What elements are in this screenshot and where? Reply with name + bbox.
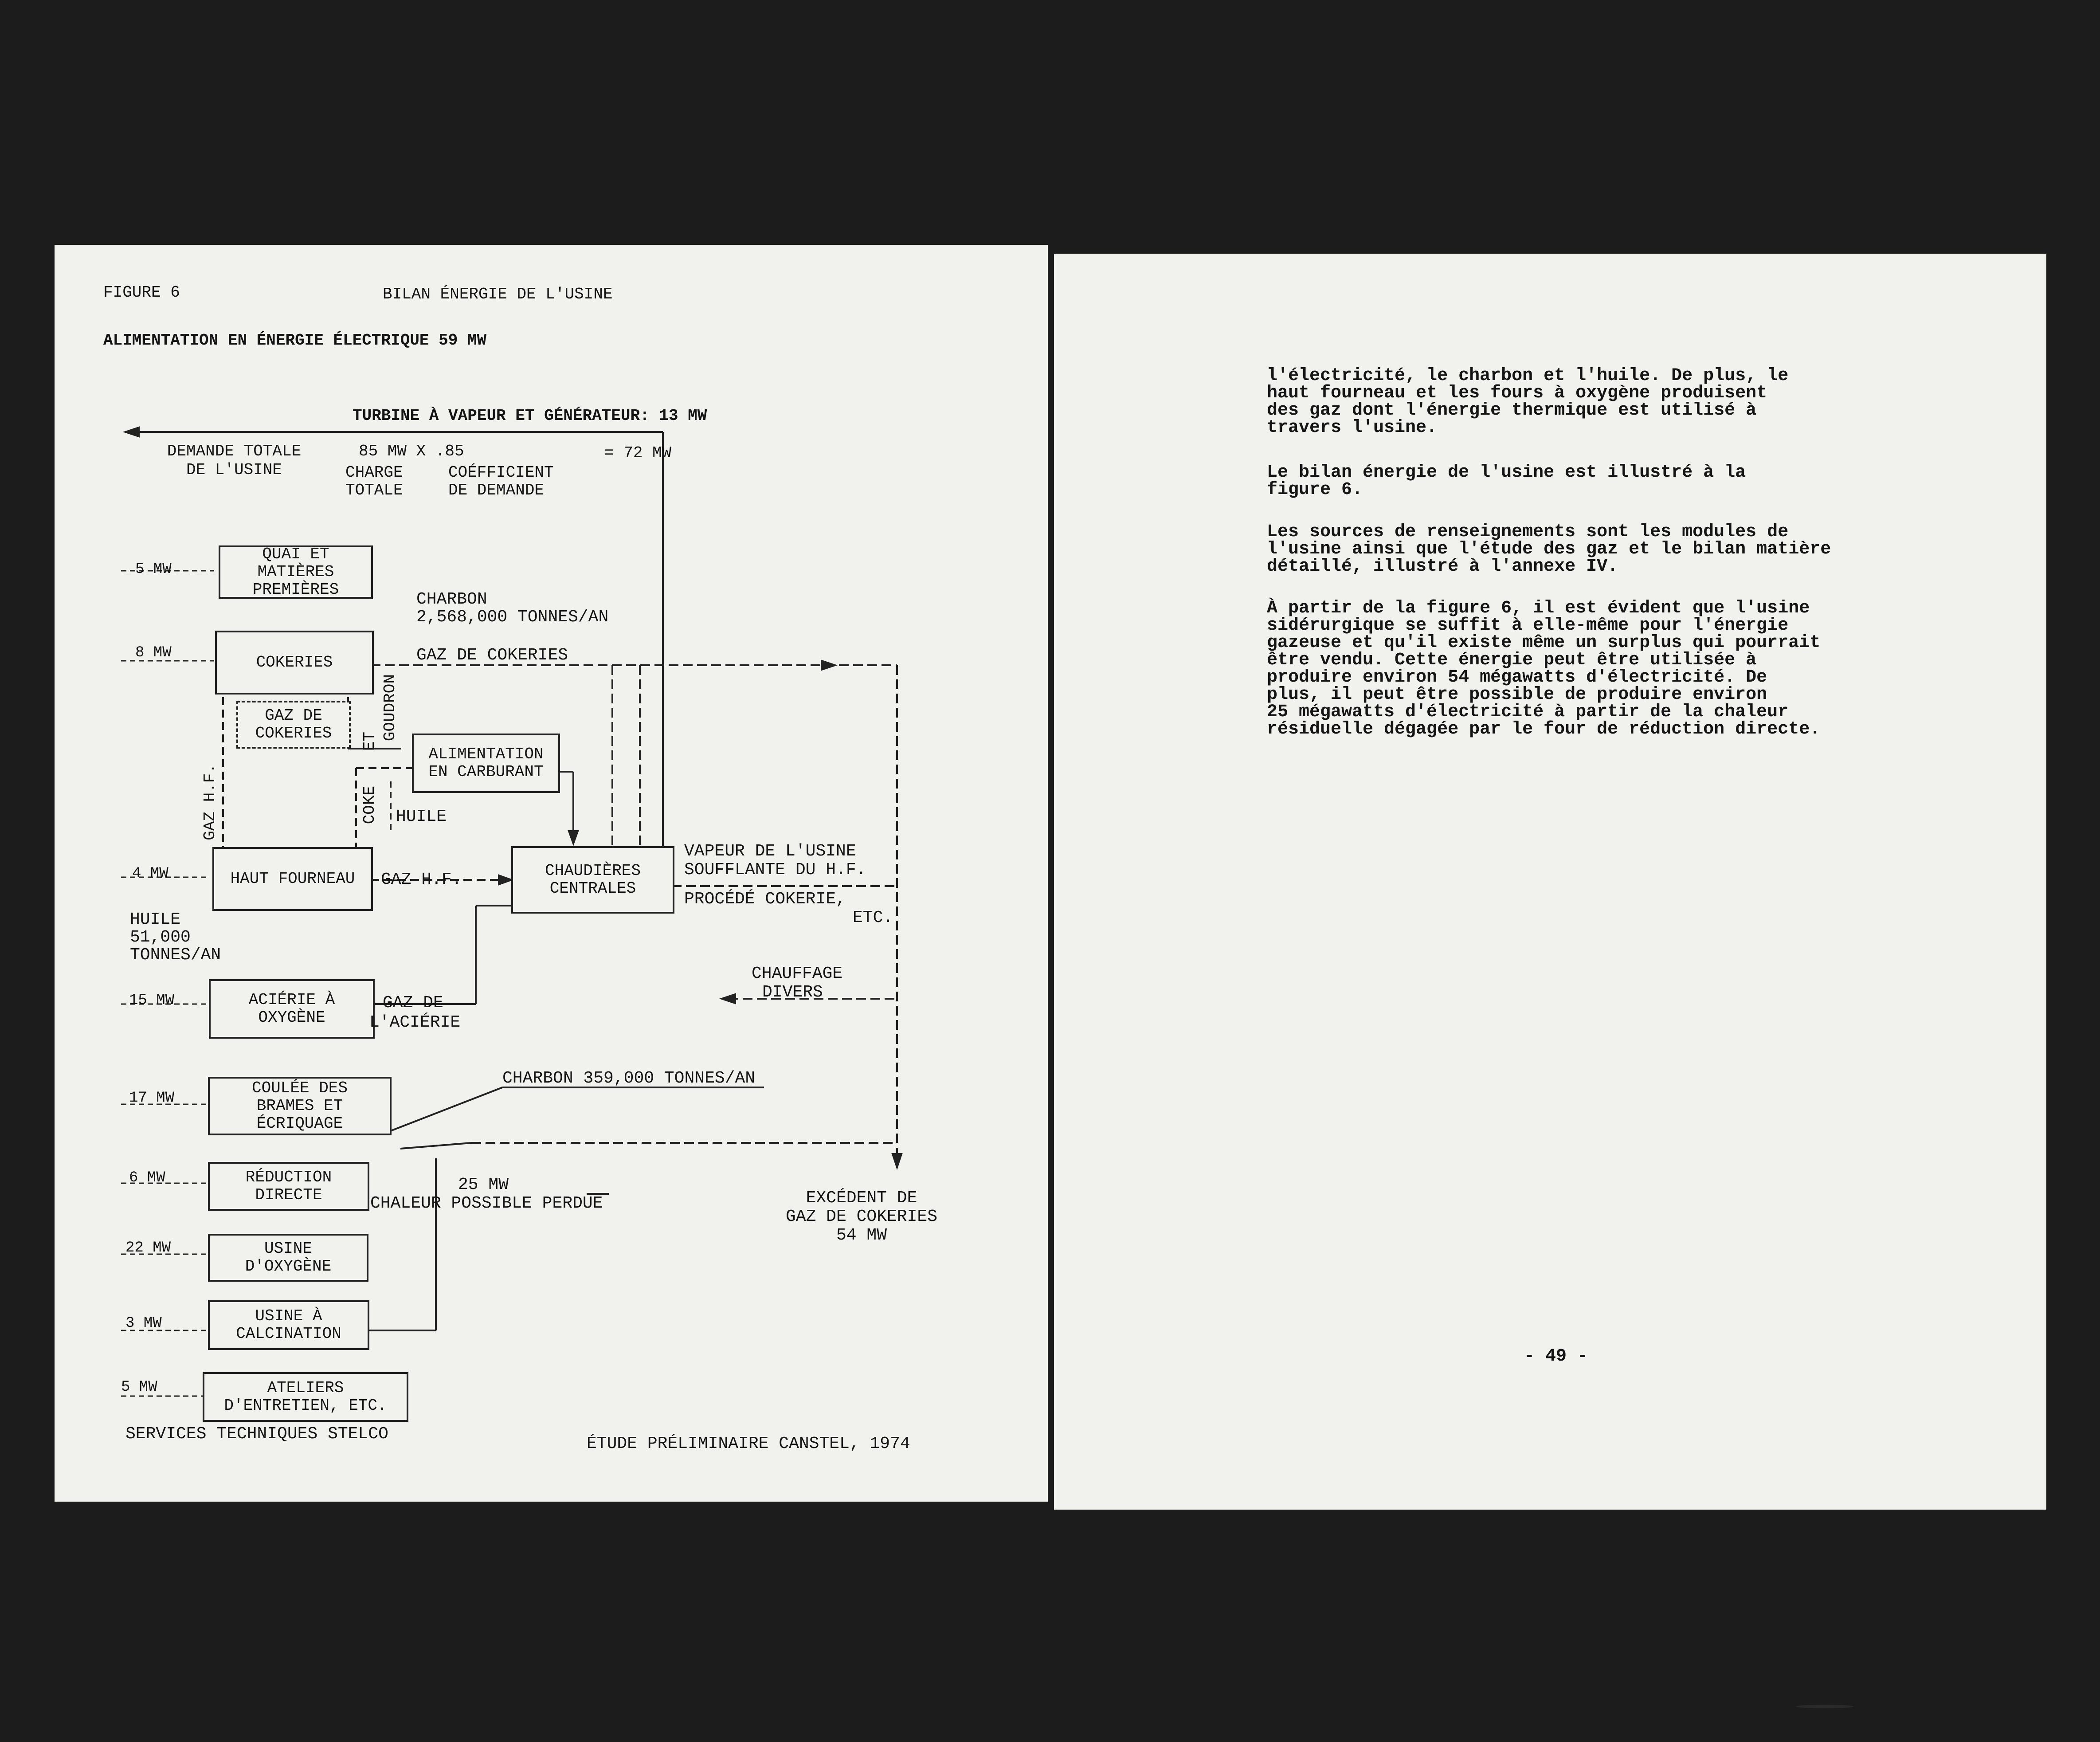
et-vertical: ET: [360, 732, 379, 751]
charbon-qty: 2,568,000 TONNES/AN: [416, 608, 609, 627]
coef-label-1: COÉFFICIENT: [448, 463, 554, 482]
input-reduction: 6 MW: [129, 1169, 165, 1186]
box-calcination: USINE À CALCINATION: [208, 1300, 369, 1350]
box-ateliers: ATELIERS D'ENTRETIEN, ETC.: [203, 1372, 408, 1422]
figure-page: [55, 245, 1048, 1502]
input-calcination: 3 MW: [125, 1315, 162, 1332]
paragraph-3: Les sources de renseignements sont les modules de l'usine ainsi que l'étude des gaz et le bilan matière détaillé, illustré à l'annexe IV.: [1267, 522, 1831, 577]
goudron-vertical: GOUDRON: [381, 674, 399, 742]
coef-label-2: DE DEMANDE: [448, 481, 545, 499]
input-ateliers: 5 MW: [121, 1379, 157, 1396]
box-haut-fourneau: HAUT FOURNEAU: [212, 847, 373, 911]
gaz-hf-label: GAZ H.F.: [381, 870, 462, 889]
huile-3: TONNES/AN: [130, 946, 221, 965]
footer-right: ÉTUDE PRÉLIMINAIRE CANSTEL, 1974: [587, 1434, 910, 1453]
gaz-cokeries-label: GAZ DE COKERIES: [416, 646, 568, 665]
figure-number: FIGURE 6: [103, 283, 180, 302]
input-lines: [121, 571, 214, 1396]
charbon-label: CHARBON: [416, 590, 487, 609]
gaz-acierie-1: GAZ DE: [383, 993, 443, 1012]
charge-label-2: TOTALE: [345, 481, 403, 499]
turbine-label: TURBINE À VAPEUR ET GÉNÉRATEUR: 13 MW: [353, 407, 707, 425]
vapeur-4: ETC.: [853, 908, 893, 927]
input-quai: 5 MW: [135, 561, 172, 578]
paragraph-1: l'électricité, le charbon et l'huile. De plus, le haut fourneau et les fours à oxygène produisent des gaz dont l'énergie thermique est utilisé à travers l'usine.: [1267, 366, 1789, 438]
input-usine-oxygene: 22 MW: [125, 1240, 171, 1256]
huile-1: HUILE: [130, 910, 181, 929]
vapeur-3: PROCÉDÉ COKERIE,: [684, 890, 846, 909]
box-usine-oxygene: USINE D'OXYGÈNE: [208, 1234, 368, 1282]
figure-subtitle: ALIMENTATION EN ÉNERGIE ÉLECTRIQUE 59 MW: [103, 331, 487, 349]
demand-formula: 85 MW X .85: [359, 442, 464, 460]
chauffage-2: DIVERS: [762, 983, 823, 1002]
chaleur-1: 25 MW: [458, 1175, 509, 1194]
vapeur-1: VAPEUR DE L'USINE: [684, 842, 856, 861]
box-quai: QUAI ET MATIÈRES PREMIÈRES: [219, 545, 373, 599]
page-number: - 49 -: [1524, 1346, 1588, 1366]
box-alimentation: ALIMENTATION EN CARBURANT: [412, 734, 560, 793]
input-haut-fourneau: 4 MW: [132, 865, 168, 882]
text-page: [1054, 254, 2046, 1510]
box-coulee: COULÉE DES BRAMES ET ÉCRIQUAGE: [208, 1077, 392, 1135]
input-cokeries: 8 MW: [135, 644, 172, 661]
scan-mark: [1796, 1705, 1853, 1708]
excedent-2: GAZ DE COKERIES: [785, 1207, 938, 1226]
huile-small: HUILE: [396, 807, 447, 826]
input-acierie: 15 MW: [129, 992, 175, 1009]
charge-label-1: CHARGE: [345, 463, 403, 482]
excedent-3: 54 MW: [836, 1226, 887, 1245]
box-gaz-cokeries: GAZ DE COKERIES: [236, 701, 351, 749]
huile-2: 51,000: [130, 928, 191, 947]
chauffage-1: CHAUFFAGE: [752, 964, 843, 983]
box-chaudieres: CHAUDIÈRES CENTRALES: [511, 846, 674, 914]
coke-vertical: COKE: [360, 786, 379, 824]
input-coulee: 17 MW: [129, 1090, 175, 1106]
box-reduction: RÉDUCTION DIRECTE: [208, 1162, 369, 1211]
demand-label-2: DE L'USINE: [186, 461, 282, 479]
demand-label-1: DEMANDE TOTALE: [167, 442, 302, 460]
arrow-left: [125, 428, 139, 436]
box-cokeries: COKERIES: [215, 631, 374, 694]
gaz-hf-vertical: GAZ H.F.: [201, 764, 219, 840]
chaleur-2: CHALEUR POSSIBLE PERDUE: [370, 1194, 603, 1213]
box-acierie: ACIÉRIE À OXYGÈNE: [209, 979, 375, 1039]
figure-title: BILAN ÉNERGIE DE L'USINE: [383, 285, 613, 303]
gaz-acierie-2: L'ACIÉRIE: [369, 1013, 461, 1032]
excedent-1: EXCÉDENT DE: [806, 1189, 917, 1208]
charbon-2: CHARBON 359,000 TONNES/AN: [502, 1069, 756, 1088]
paragraph-2: Le bilan énergie de l'usine est illustré à la figure 6.: [1267, 463, 1746, 500]
vapeur-2: SOUFFLANTE DU H.F.: [684, 860, 866, 879]
footer-left: SERVICES TECHNIQUES STELCO: [125, 1424, 388, 1444]
demand-result: = 72 MW: [604, 444, 672, 462]
paragraph-4: À partir de la figure 6, il est évident que l'usine sidérurgique se suffit à elle-même pour l'énergie gazeuse et qu'il existe même un surplus qui pourrait être vendu. Cette énergie peut être utilisée à produire environ 54 mégawatts d'électricité. De plus, il peut être possible de produire environ 25 mégawatts d'électricité à partir de la chaleur résiduelle dégagée par le four de réduction directe.: [1267, 598, 1821, 739]
